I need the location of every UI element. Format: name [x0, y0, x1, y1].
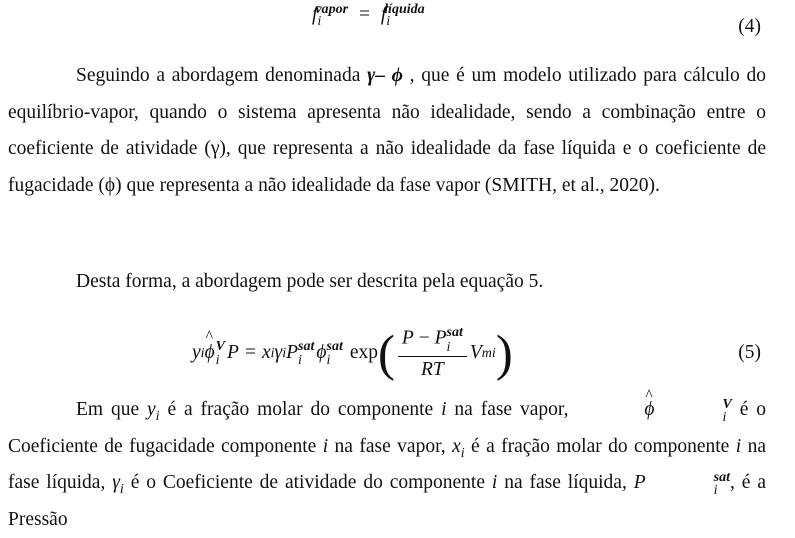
eq5-phisat-scripts: [326, 339, 342, 367]
paragraph-definitions: [8, 392, 766, 538]
eq5-phisat-sub: i: [326, 352, 331, 368]
eq5-equals: =: [244, 342, 256, 363]
eq5-x: x: [261, 342, 271, 363]
eq5-y: y: [192, 342, 201, 363]
para1-text-b: , que é um modelo utilizado para cálculo do equilíbrio-vapor, quando o sistema apresenta não idealidade, sendo a combinação entre o coeficiente de atividade (γ), que representa a não idealidade da fase líquida e o coeficiente de fugacidade (ϕ) que representa a não idealidade da fase vapor (SMITH, et al., 2020).: [8, 65, 766, 196]
eq5-numerator: [398, 325, 467, 356]
para3-t6: é a fração molar do componente: [464, 435, 736, 457]
eq5-num-P: P: [401, 327, 414, 349]
para3-i-3: i: [735, 435, 742, 457]
para3-Psat-sub: i: [713, 481, 718, 498]
para3-phi-sub: i: [722, 408, 727, 425]
eq5-phisat-sup: sat: [326, 337, 343, 354]
eq5-num-Psat-sub: i: [446, 338, 451, 355]
eq5-num-Psat: P: [434, 327, 447, 349]
para3-Psat-sup: sat: [713, 468, 731, 485]
eq4-equals: =: [358, 4, 370, 25]
eq5-Psat-scripts: [298, 339, 314, 367]
para3-t1: Em que: [76, 399, 148, 420]
eq5-phisat: ϕ: [316, 342, 327, 363]
equation-5: [0, 318, 795, 388]
eq5-phi-scripts: [216, 339, 225, 367]
para3-phi-sup: V: [722, 395, 732, 412]
eq5-phi-sub: i: [215, 352, 220, 368]
para1-approach: γ– ϕ: [367, 65, 403, 86]
para1-text-a: Seguindo a abordagem denominada: [76, 65, 368, 86]
eq5-phi-sup: V: [215, 337, 226, 354]
equation-4: [0, 0, 795, 38]
para3-Psat-scripts: [646, 468, 731, 498]
equation-4-body: [312, 0, 425, 29]
eq5-Vm: V: [469, 342, 482, 363]
para3-phi-hat: ^ ϕ: [576, 392, 654, 429]
para3-i-4: i: [491, 472, 498, 493]
para3-t9: na fase líquida,: [497, 472, 634, 493]
paragraph-gamma-phi: [8, 58, 766, 204]
para3-t5: na fase vapor,: [328, 435, 453, 457]
eq5-minus: −: [418, 327, 430, 349]
eq4-rhs-sub: i: [386, 12, 391, 29]
para3-t10: , é a Pressão: [8, 472, 766, 530]
eq5-paren-open: (: [378, 324, 395, 381]
para3-t3: na fase vapor,: [446, 399, 577, 420]
eq4-rhs: f: [380, 4, 387, 25]
para3-y: y: [147, 399, 156, 420]
eq4-lhs-sub: i: [317, 12, 322, 29]
para3-phi-scripts: [654, 395, 732, 425]
eq5-P: P: [227, 342, 239, 363]
para3-gamma: γ: [112, 472, 120, 493]
eq4-lhs: f: [312, 4, 318, 25]
eq5-Psat: P: [286, 342, 299, 363]
para3-Psat: P: [633, 472, 646, 493]
eq4-lhs-sup: vapor: [315, 0, 349, 17]
eq5-exp: exp: [349, 342, 379, 363]
eq5-paren-close: ): [495, 324, 513, 381]
eq5-denominator: RT: [421, 358, 444, 380]
para3-i-2: i: [322, 435, 329, 457]
eq5-gamma: γ: [274, 342, 283, 363]
eq5-Psat-sup: sat: [298, 337, 315, 354]
para3-x-sub: i: [460, 444, 465, 461]
eq5-num-Psat-scripts: [447, 325, 463, 353]
equation-4-number: (4): [738, 16, 761, 37]
para3-t7: na fase líquida,: [8, 435, 766, 493]
eq5-num-Psat-sup: sat: [446, 324, 463, 341]
eq4-rhs-sup: líquida: [384, 0, 425, 17]
equation-5-number: (5): [738, 342, 761, 363]
eq5-fraction: [398, 325, 467, 380]
para3-t4: é o Coeficiente de fugacidade componente: [8, 399, 766, 457]
eq5-phi-hat: ^ ϕ: [205, 342, 215, 364]
para3-i-1: i: [441, 399, 447, 420]
para3-y-sub: i: [155, 407, 160, 424]
para3-gamma-sub: i: [119, 480, 124, 497]
para2-text: Desta forma, a abordagem pode ser descrita pela equação 5.: [76, 271, 544, 292]
para3-x: x: [452, 435, 461, 457]
eq5-Psat-sub: i: [298, 352, 302, 368]
paragraph-equation-intro: [8, 264, 766, 301]
para3-t8: é o Coeficiente de atividade do componente: [123, 472, 492, 493]
equation-5-body: y i ^ ϕ V i P = x i γ i P sat i ϕ sat i exp ( P − P sat i RT V mi ): [192, 318, 513, 388]
para3-t2: é a fração molar do componente: [159, 399, 442, 420]
